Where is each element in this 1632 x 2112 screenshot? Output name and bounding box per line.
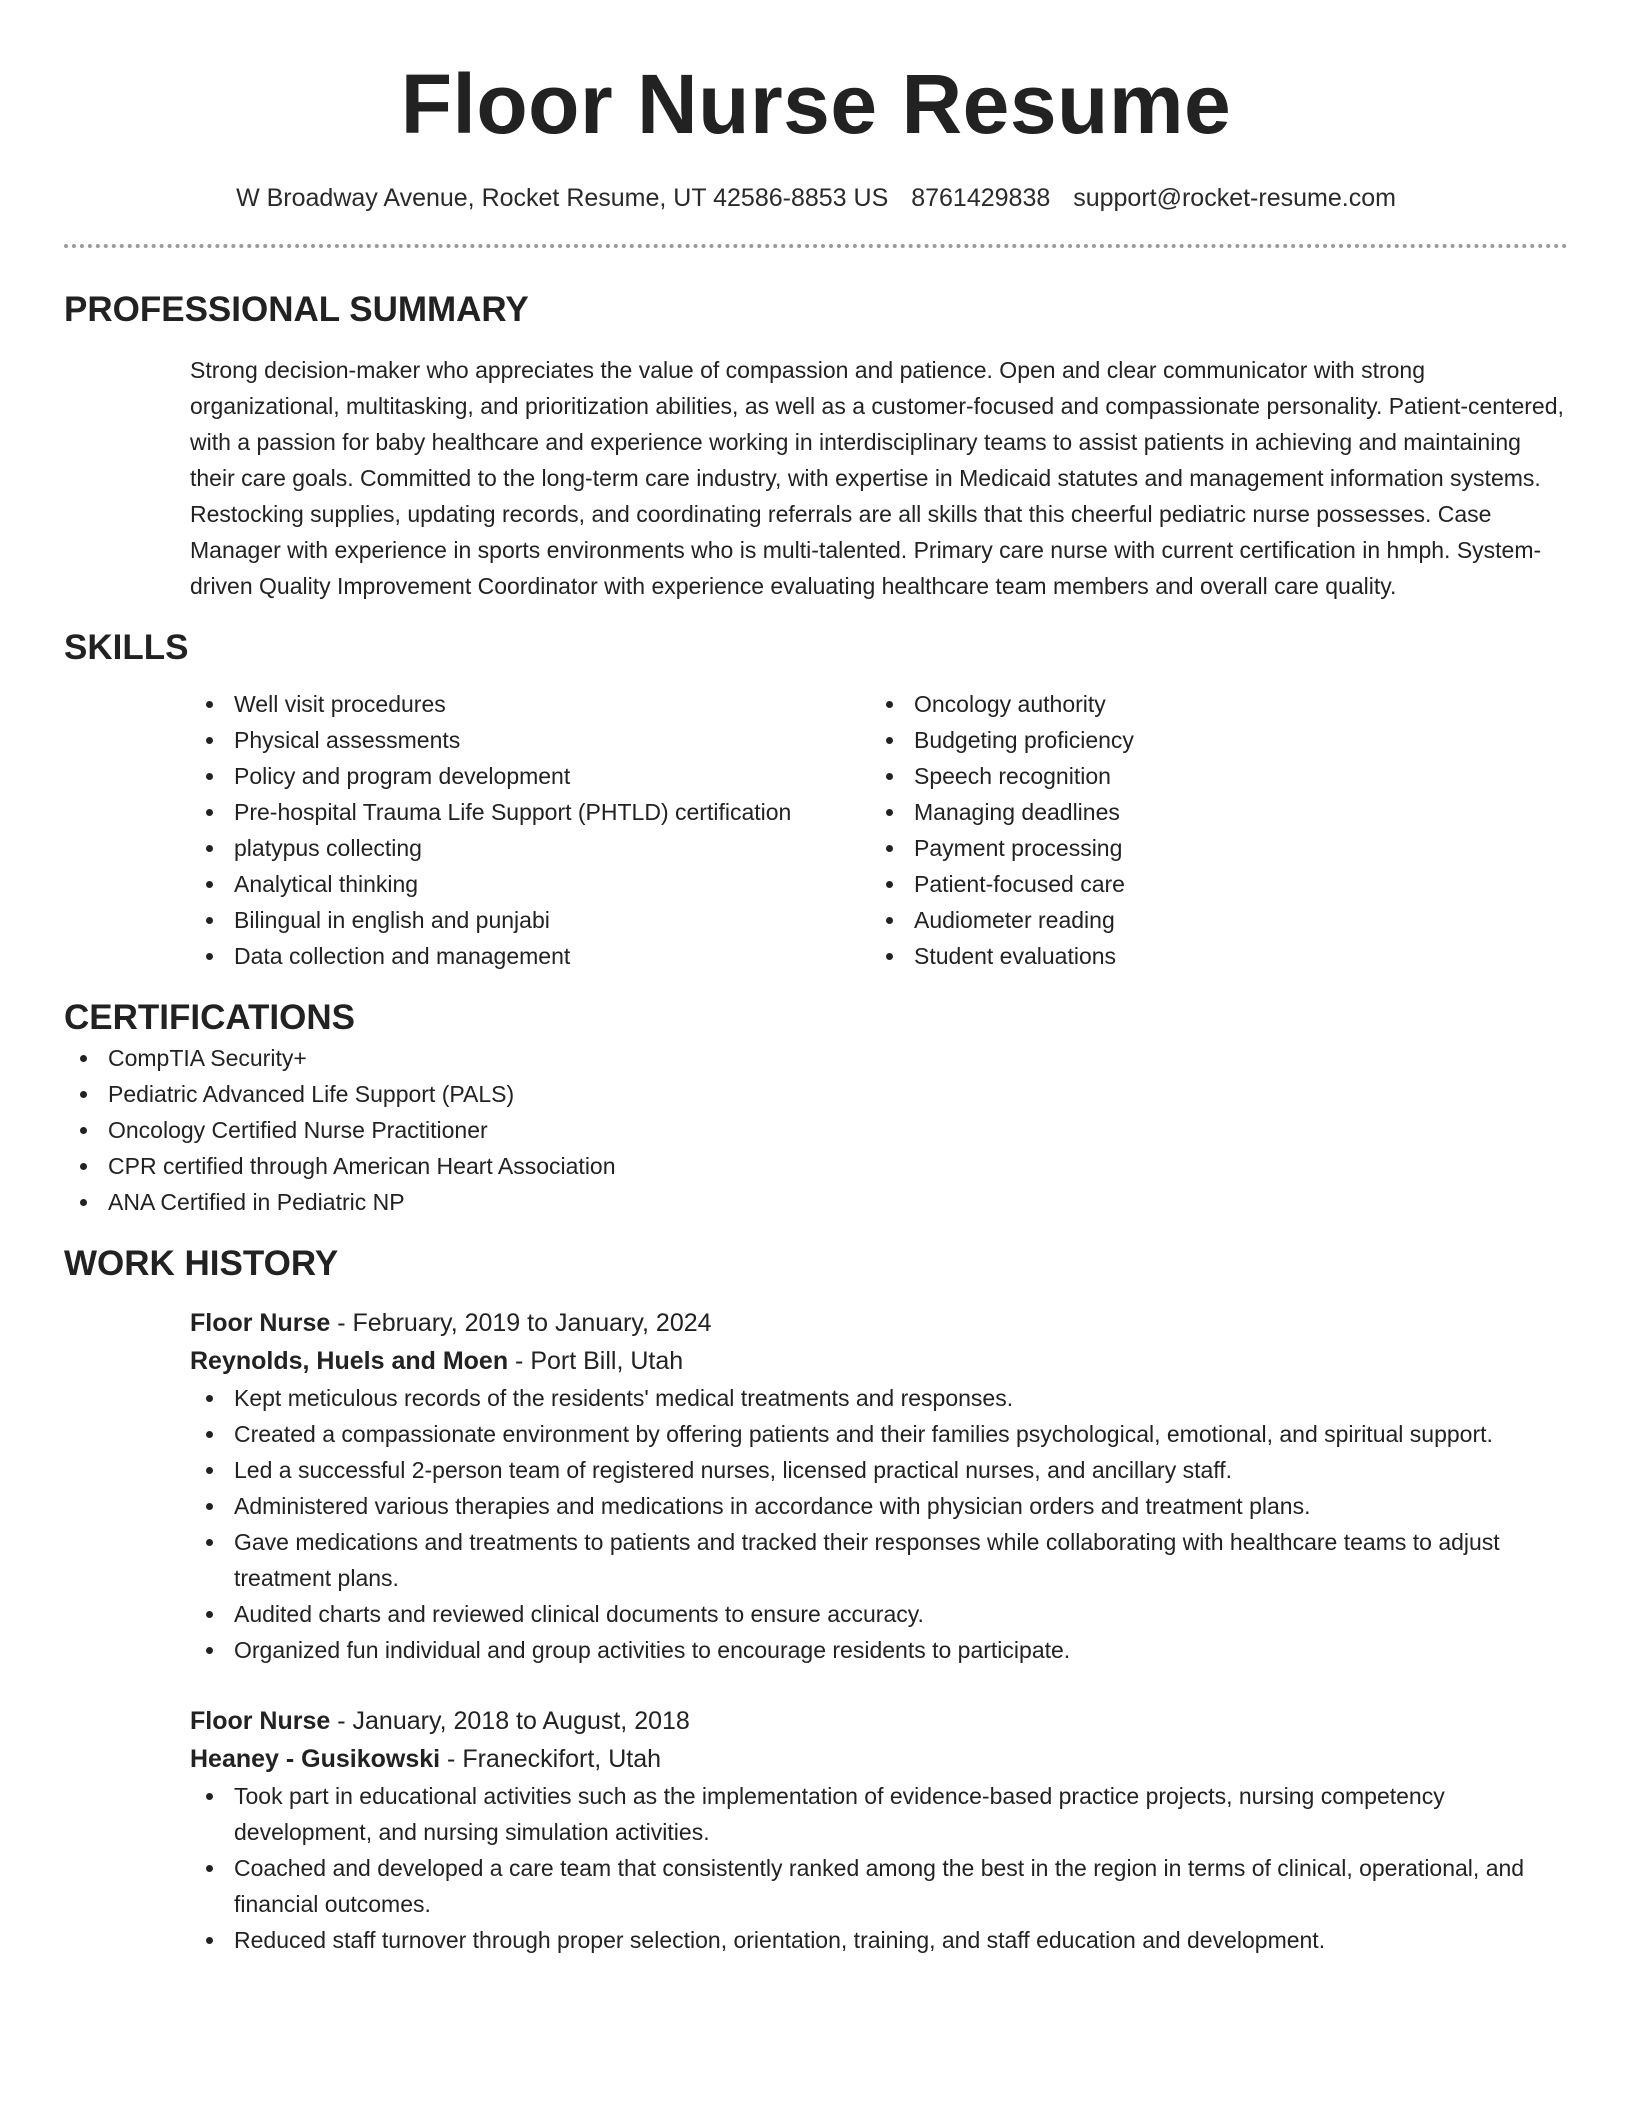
contact-email: support@rocket-resume.com <box>1073 184 1396 212</box>
job-duty: Gave medications and treatments to patients and tracked their responses while collaborating with healthcare teams to adjust treatment plans. <box>190 1524 1568 1596</box>
skills-heading: SKILLS <box>64 628 189 667</box>
skill-item: Pre-hospital Trauma Life Support (PHTLD) certification <box>190 794 870 830</box>
job-duty: Led a successful 2-person team of registered nurses, licensed practical nurses, and ancillary staff. <box>190 1452 1568 1488</box>
job-title-line <box>190 1702 1568 1740</box>
job-location: - Port Bill, Utah <box>508 1347 684 1375</box>
certification-item: ANA Certified in Pediatric NP <box>64 1184 1568 1220</box>
job-company-line <box>190 1342 1568 1380</box>
skills-left-list <box>190 686 870 974</box>
skill-item: Policy and program development <box>190 758 870 794</box>
job-duty: Organized fun individual and group activities to encourage residents to participate. <box>190 1632 1568 1668</box>
job-duty: Audited charts and reviewed clinical documents to ensure accuracy. <box>190 1596 1568 1632</box>
job-company: Heaney - Gusikowski <box>190 1745 441 1773</box>
page-title: Floor Nurse Resume <box>400 57 1232 151</box>
skills-grid <box>190 686 1568 974</box>
job-company: Reynolds, Huels and Moen <box>190 1347 509 1375</box>
skill-item: Data collection and management <box>190 938 870 974</box>
skill-item: Patient-focused care <box>870 866 1550 902</box>
skill-item: Student evaluations <box>870 938 1550 974</box>
job-title-line <box>190 1304 1568 1342</box>
certifications-heading: CERTIFICATIONS <box>64 998 356 1037</box>
certification-item: Pediatric Advanced Life Support (PALS) <box>64 1076 1568 1112</box>
job-title: Floor Nurse <box>190 1309 331 1337</box>
skill-item: Oncology authority <box>870 686 1550 722</box>
skill-item: Budgeting proficiency <box>870 722 1550 758</box>
job-dates: - February, 2019 to January, 2024 <box>330 1309 712 1337</box>
certifications-section <box>64 996 1568 1220</box>
contact-info <box>64 180 1568 216</box>
job-duty: Administered various therapies and medications in accordance with physician orders and treatment plans. <box>190 1488 1568 1524</box>
job-duty: Took part in educational activities such as the implementation of evidence-based practice projects, nursing competency development, and nursing simulation activities. <box>190 1778 1568 1850</box>
header-divider <box>64 244 1568 248</box>
job-duties-list <box>190 1778 1568 1958</box>
summary-heading: PROFESSIONAL SUMMARY <box>64 290 529 329</box>
certification-item: CPR certified through American Heart Association <box>64 1148 1568 1184</box>
job-duties-list <box>190 1380 1568 1668</box>
skill-item: Speech recognition <box>870 758 1550 794</box>
job-duty: Created a compassionate environment by offering patients and their families psychological, emotional, and spiritual support. <box>190 1416 1568 1452</box>
contact-phone: 8761429838 <box>911 184 1051 212</box>
skills-right-list <box>870 686 1550 974</box>
skill-item: Bilingual in english and punjabi <box>190 902 870 938</box>
certifications-list <box>64 1040 1568 1220</box>
contact-address: W Broadway Avenue, Rocket Resume, UT 42586-8853 US <box>236 184 889 212</box>
job-duty: Reduced staff turnover through proper selection, orientation, training, and staff education and development. <box>190 1922 1568 1958</box>
job-location: - Franeckifort, Utah <box>440 1745 662 1773</box>
skills-section <box>64 626 1568 974</box>
skill-item: Physical assessments <box>190 722 870 758</box>
job-entry <box>190 1304 1568 1668</box>
skill-item: Managing deadlines <box>870 794 1550 830</box>
job-company-line <box>190 1740 1568 1778</box>
skill-item: Well visit procedures <box>190 686 870 722</box>
certification-item: Oncology Certified Nurse Practitioner <box>64 1112 1568 1148</box>
skill-item: Analytical thinking <box>190 866 870 902</box>
skill-item: Audiometer reading <box>870 902 1550 938</box>
certification-item: CompTIA Security+ <box>64 1040 1568 1076</box>
summary-section <box>64 288 1568 604</box>
job-title: Floor Nurse <box>190 1707 331 1735</box>
summary-text: Strong decision-maker who appreciates the value of compassion and patience. Open and clear communicator with strong organizational, multitasking, and prioritization abilities, as well as a customer-focused and compassionate personality. Patient-centered, with a passion for baby healthcare and experience working in interdisciplinary teams to assist patients in achieving and maintaining their care goals. Committed to the long-term care industry, with expertise in Medicaid statutes and management information systems. Restocking supplies, updating records, and coordinating referrals are all skills that this cheerful pediatric nurse possesses. Case Manager with experience in sports environments who is multi-talented. Primary care nurse with current certification in hmph. System-driven Quality Improvement Coordinator with experience evaluating healthcare team members and overall care quality. <box>190 357 1564 599</box>
skill-item: Payment processing <box>870 830 1550 866</box>
job-dates: - January, 2018 to August, 2018 <box>330 1707 690 1735</box>
work-history-section <box>64 1242 1568 1958</box>
job-entry <box>190 1702 1568 1958</box>
skill-item: platypus collecting <box>190 830 870 866</box>
job-duty: Kept meticulous records of the residents' medical treatments and responses. <box>190 1380 1568 1416</box>
work-history-heading: WORK HISTORY <box>64 1244 339 1283</box>
job-duty: Coached and developed a care team that consistently ranked among the best in the region in terms of clinical, operational, and financial outcomes. <box>190 1850 1568 1922</box>
